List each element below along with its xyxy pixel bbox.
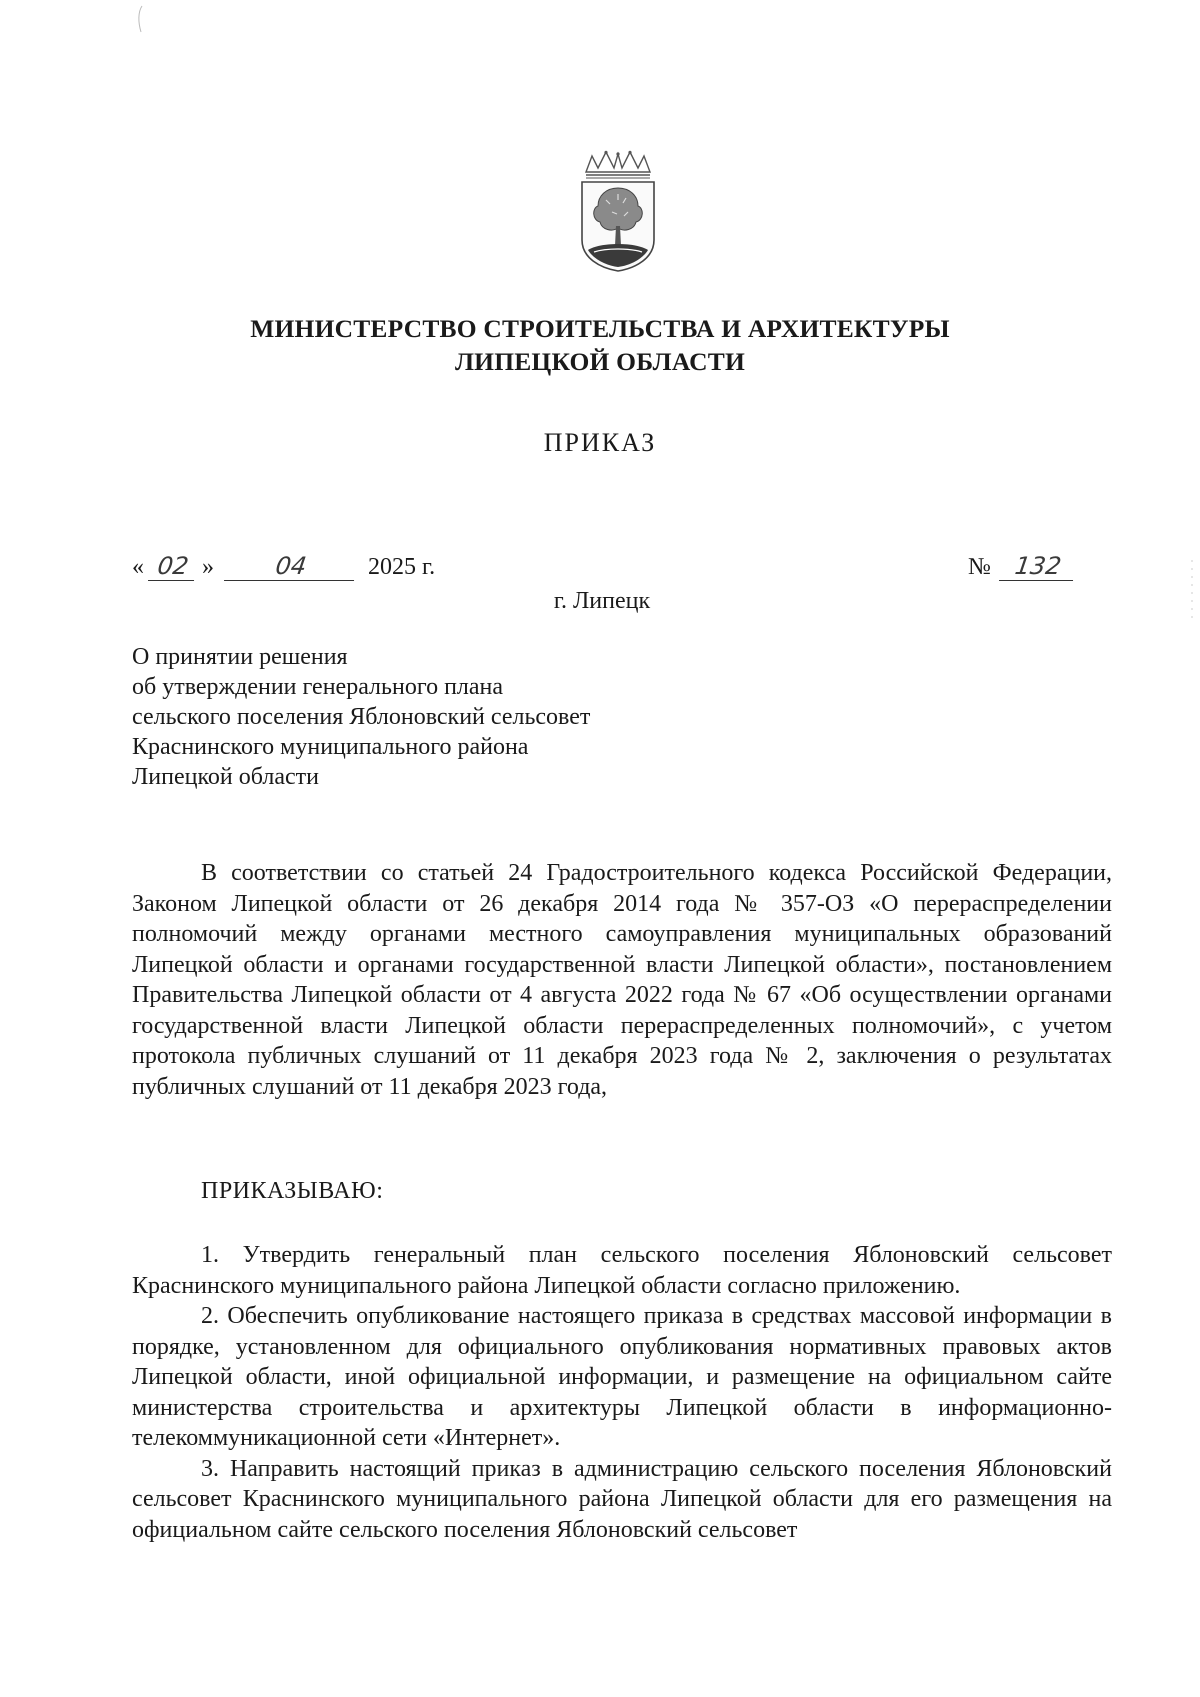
document-type-title: ПРИКАЗ [543, 428, 657, 457]
document-number-field [999, 552, 1077, 581]
lipetsk-coat-of-arms-icon [576, 150, 660, 272]
city-name: г. Липецк [553, 588, 651, 614]
subject-line: сельского поселения Яблоновский сельсовет [132, 704, 591, 730]
city-line [0, 588, 1200, 615]
subject-line: Липецкой области [132, 764, 319, 790]
preamble-block [132, 858, 1112, 1102]
date-open-quote: « [132, 554, 144, 580]
order-word: ПРИКАЗЫВАЮ: [201, 1178, 384, 1204]
date-line [132, 552, 435, 581]
order-item-3: 3. Направить настоящий приказ в администрацию сельского поселения Яблоновский сельсовет Краснинского муниципального района Липецкой области для его размещения на официальном сайте сельского поселения Яблоновский сельсовет [132, 1455, 1112, 1543]
ministry-name [150, 312, 1050, 378]
date-month-field [224, 552, 358, 581]
subject-line: Краснинского муниципального района [132, 734, 529, 760]
subject-line: об утверждении генерального плана [132, 674, 504, 700]
subject-line: О принятии решения [132, 644, 348, 670]
ministry-name-line2: ЛИПЕЦКОЙ ОБЛАСТИ [454, 347, 746, 376]
order-item-2: 2. Обеспечить опубликование настоящего приказа в средствах массовой информации в порядке, установленном для официального опубликования нормативных правовых актов Липецкой области, иной официальной информации, и размещение на официальном сайте министерства строительства и архитектуры Липецкой области в информационно-телекоммуникационной сети «Интернет». [132, 1303, 1112, 1451]
ministry-name-line1: МИНИСТЕРСТВО СТРОИТЕЛЬСТВА И АРХИТЕКТУРЫ [250, 314, 950, 343]
date-close-quote: » [202, 554, 214, 580]
number-sign: № [968, 554, 991, 580]
subject-block [132, 642, 590, 792]
date-day-value: 02 [155, 552, 191, 580]
document-number-value: 132 [1013, 552, 1063, 580]
scan-mark [136, 4, 144, 34]
order-item-1: 1. Утвердить генеральный план сельского поселения Яблоновский сельсовет Краснинского муниципального района Липецкой области согласно приложению. [132, 1242, 1112, 1299]
document-number-line [968, 552, 1075, 581]
date-day-field [148, 552, 198, 581]
order-items [132, 1240, 1112, 1545]
preamble-paragraph: В соответствии со статьей 24 Градостроительного кодекса Российской Федерации, Законом Липецкой области от 26 декабря 2014 года № 357-ОЗ «О перераспределении полномочий между органами местного самоуправления муниципальных образований Липецкой области и органами государственной власти Липецкой области», постановлением Правительства Липецкой области от 4 августа 2022 года № 67 «Об осуществлении органами государственной власти Липецкой области перераспределенных полномочий», с учетом протокола публичных слушаний от 11 декабря 2023 года № 2, заключения о результатах публичных слушаний от 11 декабря 2023 года, [132, 860, 1112, 1100]
date-month-value: 04 [273, 552, 309, 580]
date-year: 2025 г. [368, 554, 436, 580]
